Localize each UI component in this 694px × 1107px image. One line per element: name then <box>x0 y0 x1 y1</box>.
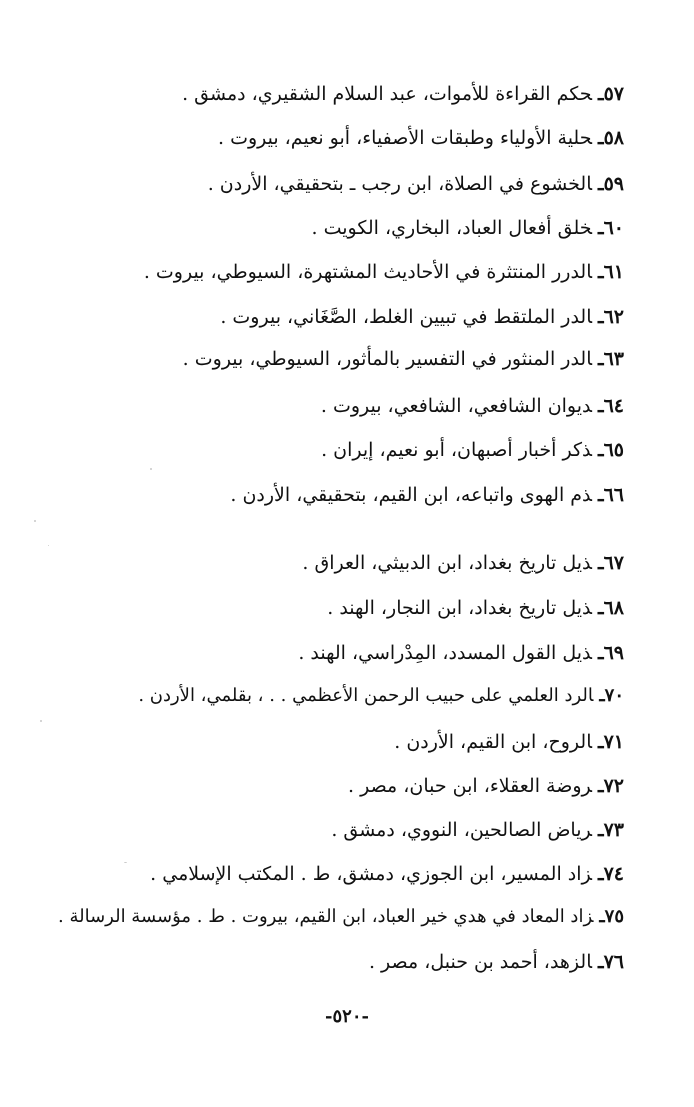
bibliography-entry: ٧٠ـالرد العلمي على حبيب الرحمن الأعظمي . . ، بقلمي، الأردن . <box>138 685 624 706</box>
bibliography-entry: ٧١ـالروح، ابن القيم، الأردن . <box>394 731 624 753</box>
bibliography-entry: ٥٧ـحكم القراءة للأموات، عبد السلام الشقيري، دمشق . <box>182 83 624 105</box>
entry-number: ٧٦ <box>603 951 624 973</box>
entry-number: ٧٢ <box>603 775 624 797</box>
entry-text: ديوان الشافعي، الشافعي، بيروت . <box>320 395 592 417</box>
bibliography-entry: ٦٥ـذكر أخبار أصبهان، أبو نعيم، إيران . <box>321 439 624 461</box>
bibliography-entry: ٦٤ـديوان الشافعي، الشافعي، بيروت . <box>320 395 624 417</box>
scan-speck <box>40 720 42 722</box>
entry-text: زاد المسير، ابن الجوزي، دمشق، ط . المكتب الإسلامي . <box>150 863 592 885</box>
entry-number: ٦٣ <box>603 348 624 370</box>
entry-number: ٧٥ <box>604 906 624 927</box>
entry-number: ٦٦ <box>603 484 624 506</box>
bibliography-entry: ٧٥ـزاد المعاد في هدي خير العباد، ابن القيم، بيروت . ط . مؤسسة الرسالة . <box>58 906 624 927</box>
entry-text: الخشوع في الصلاة، ابن رجب ـ بتحقيقي، الأردن . <box>207 173 592 195</box>
entry-text: ذيل تاريخ بغداد، ابن النجار، الهند . <box>327 597 592 619</box>
page-number: -٥٢٠- <box>325 1006 369 1027</box>
entry-text: حلية الأولياء وطبقات الأصفياء، أبو نعيم، بيروت . <box>217 127 592 149</box>
bibliography-entry: ٦٠ـخلق أفعال العباد، البخاري، الكويت . <box>311 217 624 239</box>
entry-text: ذم الهوى واتباعه، ابن القيم، بتحقيقي، الأردن . <box>230 484 592 506</box>
entry-text: الرد العلمي على حبيب الرحمن الأعظمي . . ، بقلمي، الأردن . <box>138 685 594 706</box>
entry-number: ٦١ <box>603 261 624 283</box>
entry-number: ٦٨ <box>603 597 624 619</box>
entry-number: ٧٣ <box>603 819 624 841</box>
entry-number: ٦٠ <box>603 217 624 239</box>
bibliography-entry: ٧٢ـروضة العقلاء، ابن حبان، مصر . <box>348 775 624 797</box>
entry-number: ٦٥ <box>603 439 624 461</box>
entry-number: ٦٤ <box>603 395 624 417</box>
entry-text: الزهد، أحمد بن حنبل، مصر . <box>368 951 592 973</box>
entry-text: حكم القراءة للأموات، عبد السلام الشقيري، دمشق . <box>182 83 592 105</box>
entry-text: الدر الملتقط في تبيين الغلط، الصَّغَاني، بيروت . <box>220 306 592 328</box>
bibliography-entry: ٦٩ـذيل القول المسدد، المِدْراسي، الهند . <box>298 642 624 664</box>
scan-speck <box>48 545 49 546</box>
entry-number: ٥٧ <box>603 83 624 105</box>
entry-number: ٥٨ <box>603 127 624 149</box>
entry-text: الروح، ابن القيم، الأردن . <box>394 731 592 753</box>
entry-number: ٦٧ <box>603 552 624 574</box>
bibliography-list <box>58 0 624 1000</box>
entry-number: ٥٩ <box>603 173 624 195</box>
entry-text: ذيل القول المسدد، المِدْراسي، الهند . <box>298 642 592 664</box>
bibliography-entry: ٦١ـالدرر المنتثرة في الأحاديث المشتهرة، السيوطي، بيروت . <box>143 261 624 283</box>
entry-text: ذكر أخبار أصبهان، أبو نعيم، إيران . <box>321 439 592 461</box>
bibliography-entry: ٥٨ـحلية الأولياء وطبقات الأصفياء، أبو نعيم، بيروت . <box>217 127 624 149</box>
bibliography-entry: ٦٧ـذيل تاريخ بغداد، ابن الدبيثي، العراق . <box>302 552 624 574</box>
entry-text: روضة العقلاء، ابن حبان، مصر . <box>348 775 592 797</box>
scan-speck <box>150 468 152 470</box>
entry-number: ٦٩ <box>603 642 624 664</box>
bibliography-entry: ٧٦ـالزهد، أحمد بن حنبل، مصر . <box>368 951 624 973</box>
bibliography-entry: ٧٣ـرياض الصالحين، النووي، دمشق . <box>331 819 624 841</box>
scan-speck <box>124 862 127 863</box>
entry-number: ٦٢ <box>603 306 624 328</box>
bibliography-entry: ٥٩ـالخشوع في الصلاة، ابن رجب ـ بتحقيقي، الأردن . <box>207 173 624 195</box>
bibliography-entry: ٦٣ـالدر المنثور في التفسير بالمأثور، السيوطي، بيروت . <box>182 348 624 370</box>
bibliography-entry: ٦٢ـالدر الملتقط في تبيين الغلط، الصَّغَاني، بيروت . <box>220 306 624 328</box>
entry-text: الدر المنثور في التفسير بالمأثور، السيوطي، بيروت . <box>182 348 592 370</box>
entry-text: ذيل تاريخ بغداد، ابن الدبيثي، العراق . <box>302 552 592 574</box>
bibliography-entry: ٦٨ـذيل تاريخ بغداد، ابن النجار، الهند . <box>327 597 624 619</box>
entry-number: ٧١ <box>603 731 624 753</box>
entry-number: ٧٠ <box>604 685 624 706</box>
entry-text: الدرر المنتثرة في الأحاديث المشتهرة، السيوطي، بيروت . <box>143 261 592 283</box>
entry-number: ٧٤ <box>603 863 624 885</box>
entry-text: رياض الصالحين، النووي، دمشق . <box>331 819 592 841</box>
entry-text: خلق أفعال العباد، البخاري، الكويت . <box>311 217 592 239</box>
bibliography-entry: ٦٦ـذم الهوى واتباعه، ابن القيم، بتحقيقي، الأردن . <box>230 484 624 506</box>
bibliography-entry: ٧٤ـزاد المسير، ابن الجوزي، دمشق، ط . المكتب الإسلامي . <box>150 863 624 885</box>
scan-speck <box>34 520 36 522</box>
entry-text: زاد المعاد في هدي خير العباد، ابن القيم، بيروت . ط . مؤسسة الرسالة . <box>58 906 594 927</box>
